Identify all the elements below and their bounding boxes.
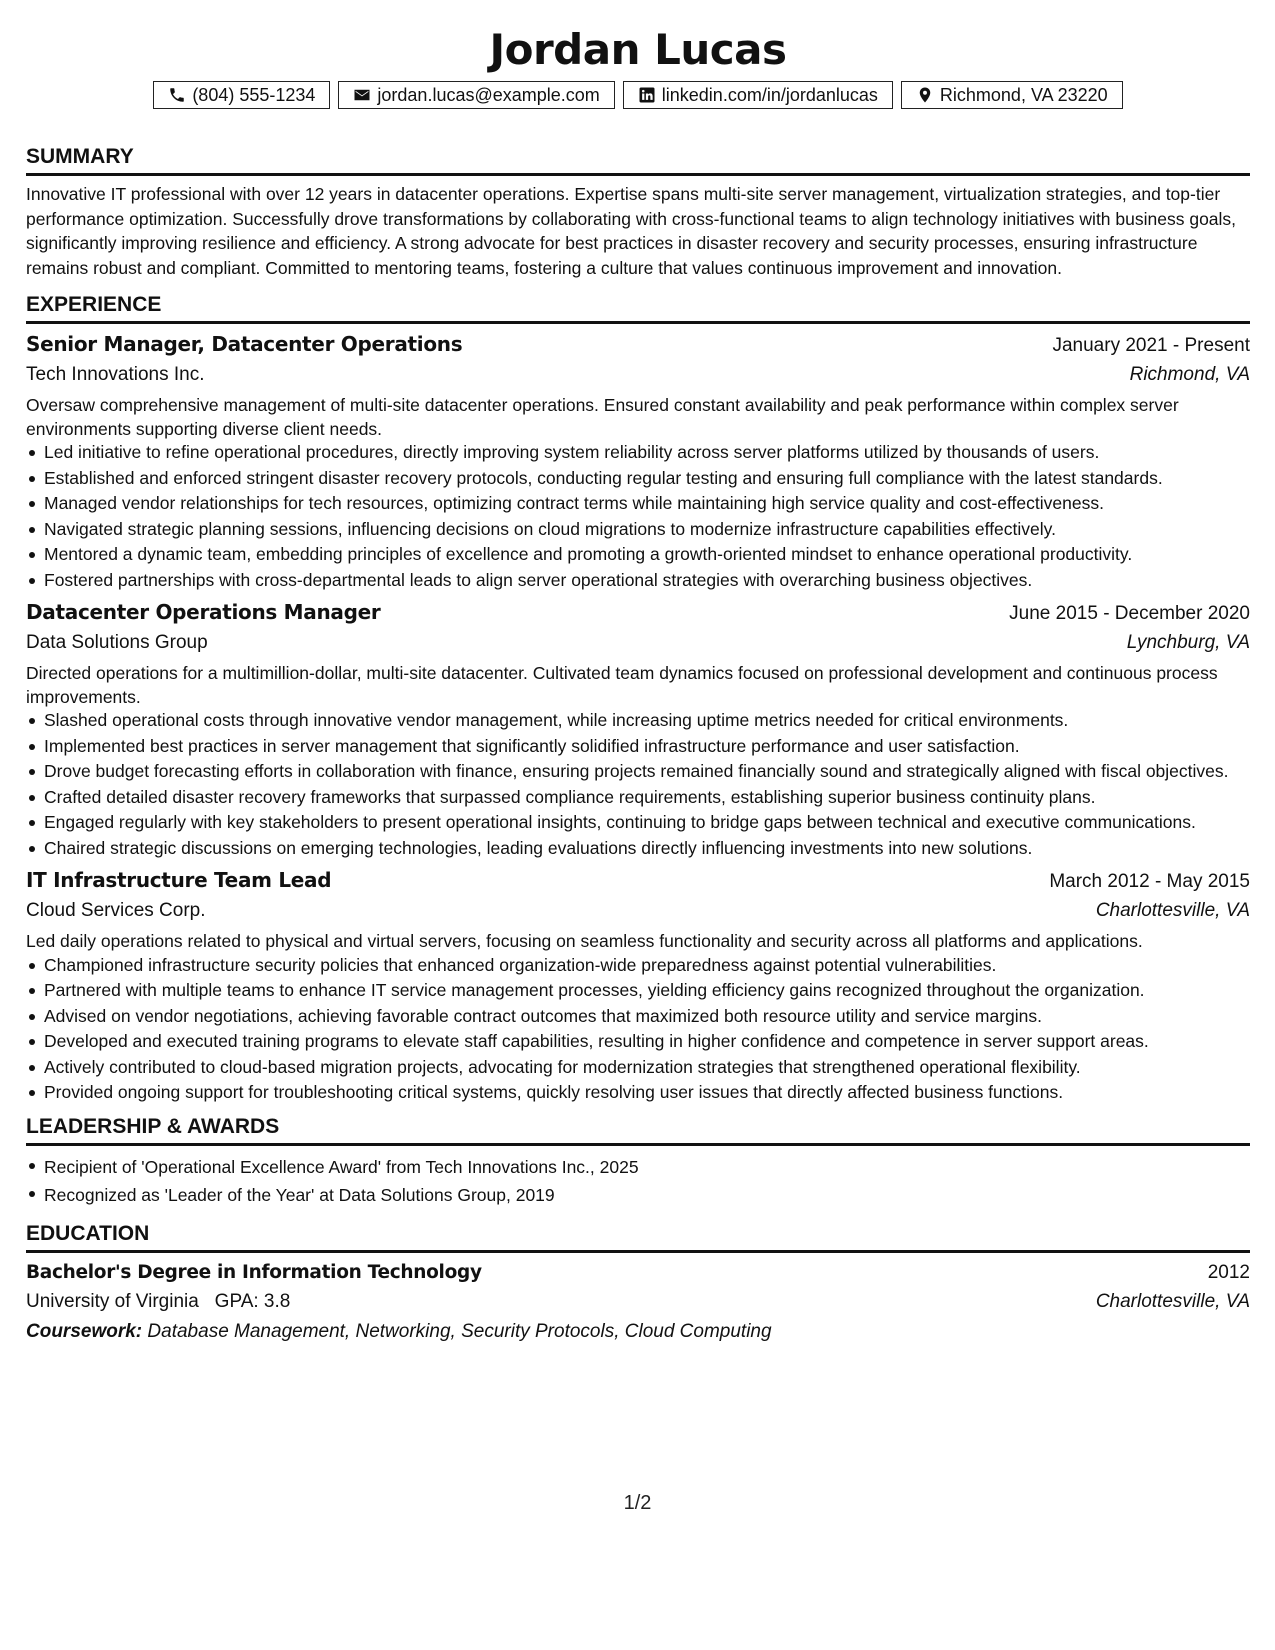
school-name: University of Virginia GPA: 3.8 [26, 1290, 291, 1312]
job-description: Directed operations for a multimillion-dollar, multi-site datacenter. Cultivated team dynamics focused on professional development and continuous process improvements. [26, 663, 1218, 707]
award-list [26, 1154, 1250, 1208]
bullet-item: Led initiative to refine operational procedures, directly improving system reliability across server platforms utilized by thousands of users. [44, 441, 1250, 465]
degree-title: Bachelor's Degree in Information Technology [26, 1261, 482, 1283]
summary-text: Innovative IT professional with over 12 years in datacenter operations. Expertise spans multi-site server management, virtualization strategies, and top-tier performance optimization. Successfully drove transformations by collaborating with cross-functional teams to align technology initiatives with business goals, significantly improving resilience and efficiency. A strong advocate for best practices in disaster recovery and security processes, ensuring infrastructure remains robust and compliant. Committed to mentoring teams, fostering a culture that values continuous improvement and innovation. [26, 184, 1237, 278]
job-bullets [26, 954, 1250, 1105]
contact-linkedin-text: linkedin.com/in/jordanlucas [661, 84, 878, 105]
education-section [26, 1222, 1250, 1347]
bullet-item: Championed infrastructure security policies that enhanced organization-wide preparedness against potential vulnerabilities. [44, 954, 1250, 978]
contact-location-text: Richmond, VA 23220 [939, 84, 1108, 105]
bullet-item: Navigated strategic planning sessions, influencing decisions on cloud migrations to modernize infrastructure capabilities effectively. [44, 518, 1250, 542]
contact-phone[interactable] [153, 81, 330, 109]
job-location: Lynchburg, VA [1126, 632, 1250, 653]
bullet-item: Managed vendor relationships for tech resources, optimizing contract terms while maintaining high service quality and cost-effectiveness. [44, 492, 1250, 516]
job-company: Data Solutions Group [26, 632, 208, 653]
job-bullets [26, 441, 1250, 592]
candidate-name: Jordan Lucas [489, 25, 787, 74]
contact-location[interactable] [901, 81, 1123, 109]
award-item: Recipient of 'Operational Excellence Award' from Tech Innovations Inc., 2025 [44, 1154, 1250, 1180]
graduation-year: 2012 [1207, 1261, 1250, 1283]
bullet-item: Partnered with multiple teams to enhance IT service management processes, yielding efficiency gains recognized throughout the organization. [44, 979, 1250, 1003]
job-location: Richmond, VA [1129, 364, 1250, 385]
school-location: Charlottesville, VA [1095, 1290, 1250, 1312]
bullet-item: Drove budget forecasting efforts in collaboration with finance, ensuring projects remained financially sound and strategically aligned with fiscal objectives. [44, 760, 1250, 784]
envelope-icon [353, 86, 371, 104]
bullet-item: Advised on vendor negotiations, achieving favorable contract outcomes that maximized both resource utility and service margins. [44, 1005, 1250, 1029]
coursework-list: Database Management, Networking, Security Protocols, Cloud Computing [147, 1320, 772, 1342]
contact-email[interactable] [338, 81, 614, 109]
bullet-item: Developed and executed training programs to elevate staff capabilities, resulting in higher confidence and competence in server support areas. [44, 1030, 1250, 1054]
education-heading: EDUCATION [26, 1222, 1250, 1253]
experience-heading: EXPERIENCE [26, 293, 1250, 324]
linkedin-icon [638, 86, 656, 104]
contact-phone-text: (804) 555-1234 [192, 84, 316, 105]
job-date: January 2021 - Present [1052, 335, 1250, 356]
job-entry [26, 598, 1250, 860]
coursework-label: Coursework: [26, 1320, 143, 1342]
phone-icon [168, 86, 186, 104]
bullet-item: Fostered partnerships with cross-departmental leads to align server operational strategies with overarching business objectives. [44, 569, 1250, 593]
bullet-item: Chaired strategic discussions on emerging technologies, leading evaluations directly influencing investments into new solutions. [44, 837, 1250, 861]
contact-email-text: jordan.lucas@example.com [377, 84, 600, 105]
job-entry [26, 866, 1250, 1105]
bullet-item: Slashed operational costs through innovative vendor management, while increasing uptime metrics needed for critical environments. [44, 709, 1250, 733]
job-title: IT Infrastructure Team Lead [26, 868, 332, 892]
bullet-item: Established and enforced stringent disaster recovery protocols, conducting regular testing and ensuring full compliance with the latest standards. [44, 467, 1250, 491]
bullet-item: Implemented best practices in server management that significantly solidified infrastructure performance and user satisfaction. [44, 735, 1250, 759]
job-bullets [26, 709, 1250, 860]
job-description: Oversaw comprehensive management of multi-site datacenter operations. Ensured constant availability and peak performance within complex server environments supporting diverse client needs. [26, 395, 1179, 439]
job-title: Senior Manager, Datacenter Operations [26, 332, 463, 356]
job-entry [26, 330, 1250, 592]
job-company: Tech Innovations Inc. [26, 364, 205, 385]
bullet-item: Actively contributed to cloud-based migration projects, advocating for modernization strategies that strengthened operational flexibility. [44, 1056, 1250, 1080]
job-company: Cloud Services Corp. [26, 900, 206, 921]
award-item: Recognized as 'Leader of the Year' at Data Solutions Group, 2019 [44, 1182, 1250, 1208]
job-date: March 2012 - May 2015 [1049, 871, 1250, 892]
contact-linkedin[interactable] [623, 81, 893, 109]
job-location: Charlottesville, VA [1095, 900, 1250, 921]
job-description: Led daily operations related to physical and virtual servers, focusing on seamless functionality and security across all platforms and applications. [26, 931, 1143, 951]
job-date: June 2015 - December 2020 [1009, 603, 1250, 624]
summary-section [26, 145, 1250, 280]
resume-page [26, 0, 1250, 1347]
bullet-item: Mentored a dynamic team, embedding principles of excellence and promoting a growth-oriented mindset to enhance operational productivity. [44, 543, 1250, 567]
summary-heading: SUMMARY [26, 145, 1250, 176]
leadership-section [26, 1115, 1250, 1208]
experience-section [26, 293, 1250, 1105]
contact-bar [26, 81, 1250, 109]
map-pin-icon [916, 86, 934, 104]
bullet-item: Provided ongoing support for troubleshooting critical systems, quickly resolving user issues that directly affected business functions. [44, 1081, 1250, 1105]
coursework [26, 1317, 1250, 1347]
bullet-item: Engaged regularly with key stakeholders to present operational insights, continuing to bridge gaps between technical and executive communications. [44, 811, 1250, 835]
job-title: Datacenter Operations Manager [26, 600, 381, 624]
page-number: 1/2 [623, 1492, 652, 1514]
leadership-heading: LEADERSHIP & AWARDS [26, 1115, 1250, 1146]
bullet-item: Crafted detailed disaster recovery frameworks that surpassed compliance requirements, establishing superior business continuity plans. [44, 786, 1250, 810]
